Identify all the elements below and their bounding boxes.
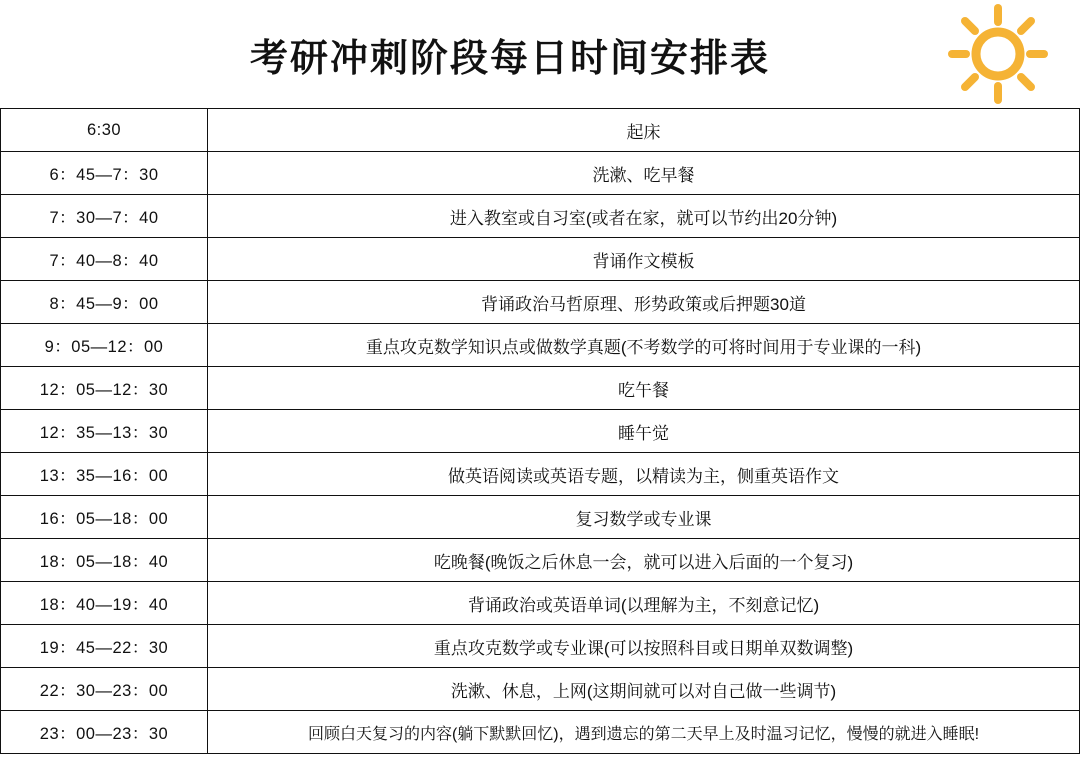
table-row: [1, 281, 1080, 324]
activity-cell: 起床: [208, 109, 1080, 152]
activity-cell: 做英语阅读或英语专题，以精读为主，侧重英语作文: [208, 453, 1080, 496]
table-row: [1, 625, 1080, 668]
table-row: [1, 238, 1080, 281]
table-row: [1, 152, 1080, 195]
time-cell: 18：05—18：40: [1, 539, 208, 582]
time-cell: 13：35—16：00: [1, 453, 208, 496]
table-row: [1, 668, 1080, 711]
activity-cell: 重点攻克数学知识点或做数学真题(不考数学的可将时间用于专业课的一科): [208, 324, 1080, 367]
activity-cell: 回顾白天复习的内容(躺下默默回忆)，遇到遗忘的第二天早上及时温习记忆，慢慢的就进入睡眠!: [208, 711, 1080, 754]
page-header: [0, 0, 1080, 108]
activity-cell: 背诵政治马哲原理、形势政策或后押题30道: [208, 281, 1080, 324]
time-cell: 7：40—8：40: [1, 238, 208, 281]
time-cell: 9：05—12：00: [1, 324, 208, 367]
activity-cell: 睡午觉: [208, 410, 1080, 453]
table-row: [1, 109, 1080, 152]
activity-cell: 进入教室或自习室(或者在家，就可以节约出20分钟): [208, 195, 1080, 238]
time-cell: 23：00—23：30: [1, 711, 208, 754]
activity-cell: 吃午餐: [208, 367, 1080, 410]
table-row: [1, 582, 1080, 625]
sun-icon: [938, 2, 1058, 106]
activity-cell: 重点攻克数学或专业课(可以按照科目或日期单双数调整): [208, 625, 1080, 668]
table-row: [1, 453, 1080, 496]
time-cell: 22：30—23：00: [1, 668, 208, 711]
activity-cell: 背诵作文模板: [208, 238, 1080, 281]
schedule-table-body: [1, 109, 1080, 754]
activity-cell: 洗漱、休息，上网(这期间就可以对自己做一些调节): [208, 668, 1080, 711]
time-cell: 6:30: [1, 109, 208, 152]
table-row: [1, 539, 1080, 582]
activity-cell: 洗漱、吃早餐: [208, 152, 1080, 195]
activity-cell: 背诵政治或英语单词(以理解为主，不刻意记忆): [208, 582, 1080, 625]
time-cell: 6：45—7：30: [1, 152, 208, 195]
table-row: [1, 711, 1080, 754]
table-row: [1, 195, 1080, 238]
daily-schedule-table: [0, 108, 1080, 754]
activity-cell: 吃晚餐(晚饭之后休息一会，就可以进入后面的一个复习): [208, 539, 1080, 582]
time-cell: 12：05—12：30: [1, 367, 208, 410]
table-row: [1, 410, 1080, 453]
table-row: [1, 496, 1080, 539]
table-row: [1, 324, 1080, 367]
time-cell: 19：45—22：30: [1, 625, 208, 668]
table-row: [1, 367, 1080, 410]
page-title: 考研冲刺阶段每日时间安排表: [249, 37, 770, 80]
activity-cell: 复习数学或专业课: [208, 496, 1080, 539]
time-cell: 16：05—18：00: [1, 496, 208, 539]
time-cell: 18：40—19：40: [1, 582, 208, 625]
time-cell: 12：35—13：30: [1, 410, 208, 453]
time-cell: 7：30—7：40: [1, 195, 208, 238]
time-cell: 8：45—9：00: [1, 281, 208, 324]
